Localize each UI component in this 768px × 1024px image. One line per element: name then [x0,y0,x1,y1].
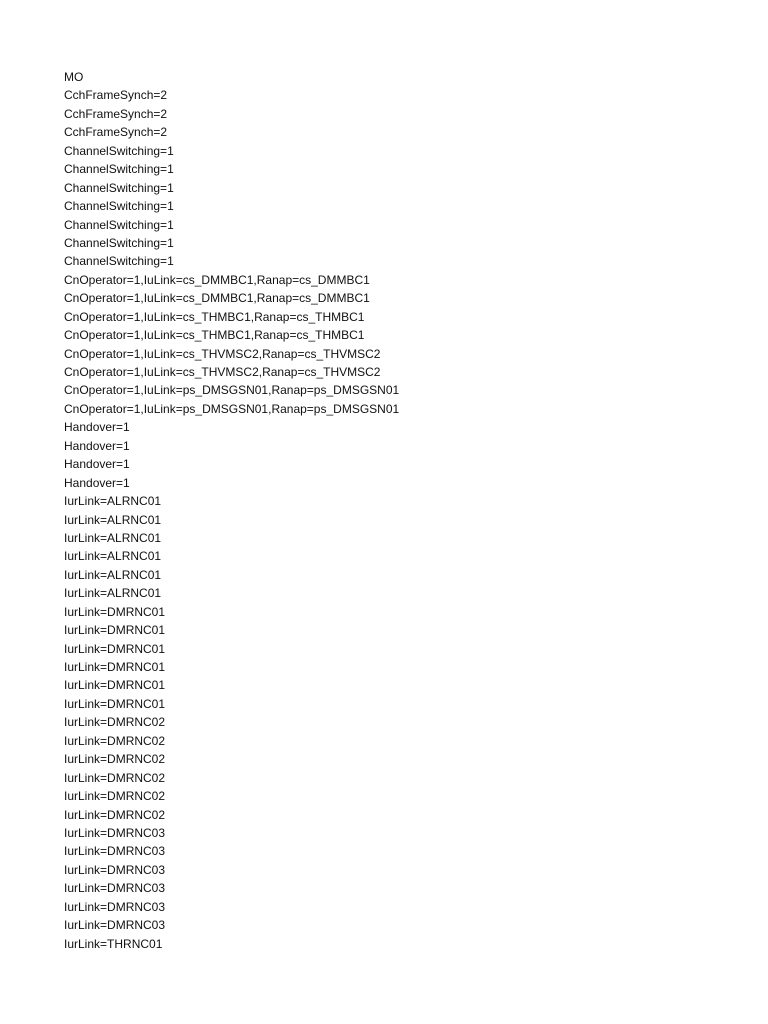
list-item: ChannelSwitching=1 [64,235,174,250]
list-item: IurLink=DMRNC01 [64,623,166,638]
list-item: CnOperator=1,IuLink=cs_DMMBC1,Ranap=cs_DMMBC1 [64,291,370,306]
list-item: CchFrameSynch=2 [64,125,168,140]
list-item: IurLink=DMRNC02 [64,789,166,804]
list-item: IurLink=DMRNC03 [64,862,166,877]
list-item: IurLink=DMRNC02 [64,715,166,730]
list-item: IurLink=ALRNC01 [64,512,162,527]
list-item: IurLink=DMRNC03 [64,881,166,896]
list-item: IurLink=DMRNC01 [64,641,166,656]
list-item: IurLink=THRNC01 [64,936,163,951]
list-item: IurLink=ALRNC01 [64,494,162,509]
list-item: CchFrameSynch=2 [64,106,168,121]
list-item: IurLink=DMRNC02 [64,807,166,822]
list-item: ChannelSwitching=1 [64,217,174,232]
list-item: ChannelSwitching=1 [64,199,174,214]
list-item: IurLink=DMRNC01 [64,604,166,619]
column-header: MO [64,70,84,84]
list-item: IurLink=DMRNC02 [64,733,166,748]
list-item: Handover=1 [64,475,130,490]
list-item: CnOperator=1,IuLink=cs_DMMBC1,Ranap=cs_DMMBC1 [64,272,370,287]
list-item: ChannelSwitching=1 [64,254,174,269]
list-item: CnOperator=1,IuLink=cs_THVMSC2,Ranap=cs_THVMSC2 [64,365,381,379]
list-item: CnOperator=1,IuLink=ps_DMSGSN01,Ranap=ps_DMSGSN01 [64,401,400,416]
list-item: IurLink=DMRNC02 [64,752,166,767]
list-item: IurLink=DMRNC03 [64,918,166,933]
list-item: Handover=1 [64,420,130,435]
list-item: IurLink=DMRNC03 [64,844,166,859]
list-item: Handover=1 [64,457,130,472]
list-item: IurLink=DMRNC03 [64,899,166,914]
list-item: IurLink=ALRNC01 [64,549,162,564]
list-item: CchFrameSynch=2 [64,88,168,103]
mo-list [64,68,399,953]
list-item: IurLink=DMRNC01 [64,660,166,674]
list-item: CnOperator=1,IuLink=cs_THMBC1,Ranap=cs_THMBC1 [64,309,365,324]
list-item: IurLink=DMRNC01 [64,696,166,711]
list-item: IurLink=ALRNC01 [64,586,162,601]
list-item: CnOperator=1,IuLink=cs_THVMSC2,Ranap=cs_THVMSC2 [64,346,381,361]
list-item: IurLink=ALRNC01 [64,530,162,545]
list-item: ChannelSwitching=1 [64,162,174,177]
list-item: IurLink=DMRNC02 [64,770,166,785]
list-item: ChannelSwitching=1 [64,180,174,195]
list-item: CnOperator=1,IuLink=ps_DMSGSN01,Ranap=ps_DMSGSN01 [64,383,400,398]
list-item: IurLink=ALRNC01 [64,567,162,582]
list-item: IurLink=DMRNC01 [64,678,166,693]
list-item: IurLink=DMRNC03 [64,825,166,840]
list-item: CnOperator=1,IuLink=cs_THMBC1,Ranap=cs_THMBC1 [64,328,365,343]
list-item: ChannelSwitching=1 [64,143,174,158]
list-item: Handover=1 [64,438,130,453]
